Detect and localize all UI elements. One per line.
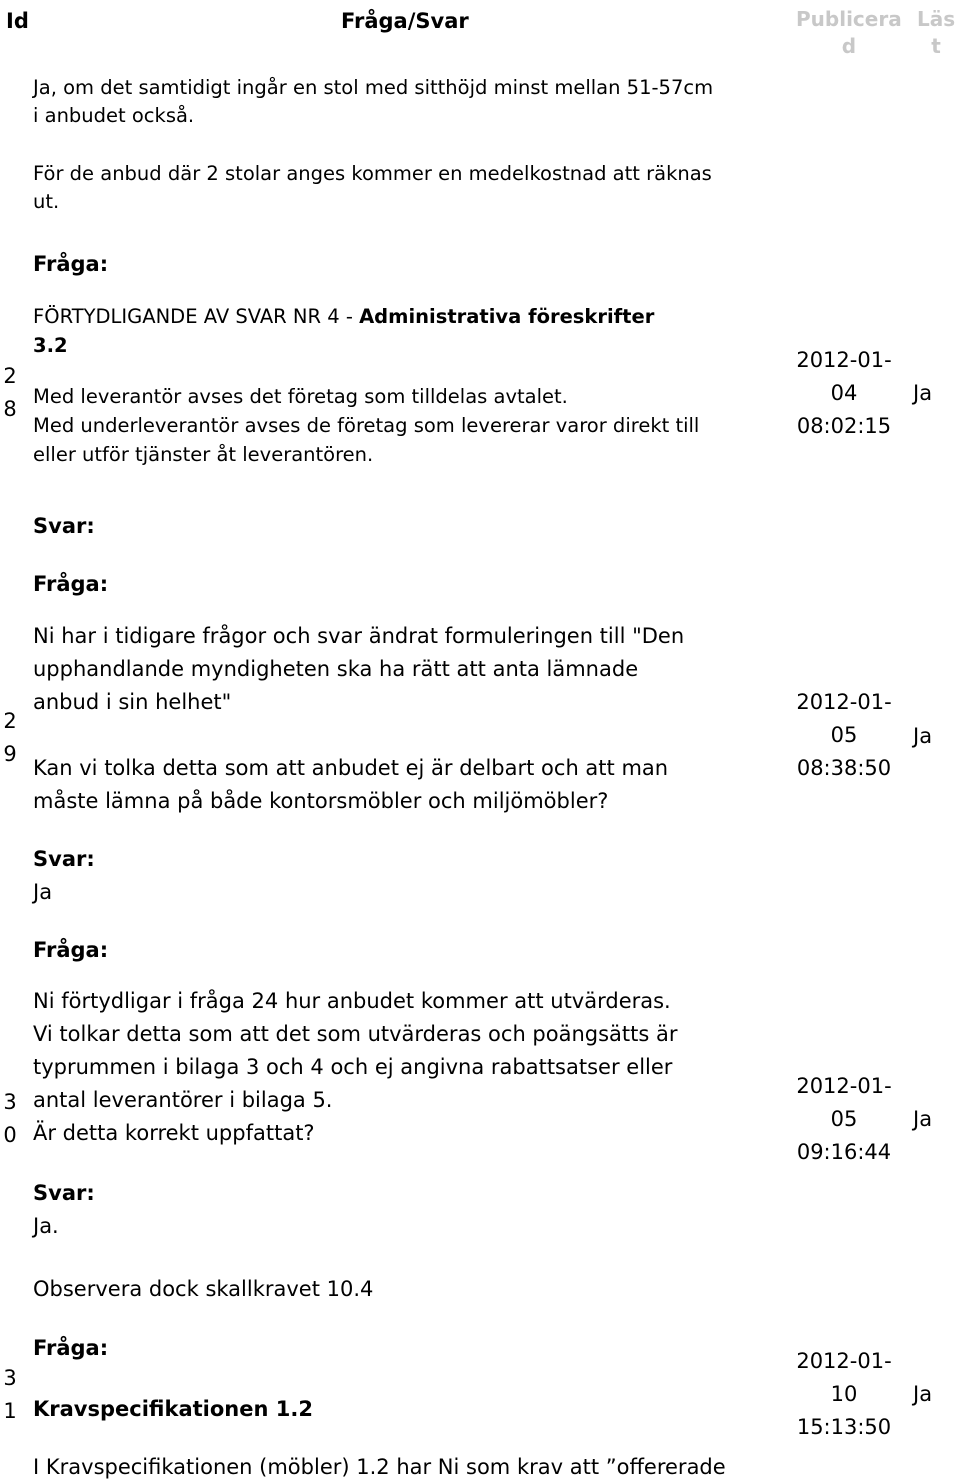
question-label: Fråga: xyxy=(33,572,109,596)
question-label: Fråga: xyxy=(33,252,109,276)
column-header-id: Id xyxy=(6,9,29,33)
row-id-29: 2 9 xyxy=(3,709,17,766)
question-text: I Kravspecifikationen (möbler) 1.2 har Ni som krav att ”offererade xyxy=(33,1455,726,1479)
answer-text: Observera dock skallkravet 10.4 xyxy=(33,1277,374,1301)
answer-block xyxy=(33,1177,768,1306)
question-title: Kravspecifikationen 1.2 xyxy=(33,1397,313,1421)
answer-label: Svar: xyxy=(33,514,95,538)
published-date: 2012-01- 05 09:16:44 xyxy=(796,1074,892,1164)
column-header-published: Publicera d xyxy=(796,7,902,58)
question-label: Fråga: xyxy=(33,1336,109,1360)
published-date: 2012-01- 05 08:38:50 xyxy=(796,690,892,780)
column-header-qa: Fråga/Svar xyxy=(341,9,469,33)
question-text: FÖRTYDLIGANDE AV SVAR NR 4 - Administrativa föreskrifter 3.2 Med leverantör avses det företag som tilldelas avtalet. Med underleverantör avses de företag som levererar varor direkt till eller utför tjänster åt leverantören. xyxy=(33,305,700,466)
published-date: 2012-01- 04 08:02:15 xyxy=(796,348,892,438)
column-header-read: Läs t xyxy=(917,7,956,58)
read-status: Ja xyxy=(913,1382,933,1406)
question-label: Fråga: xyxy=(33,938,109,962)
read-status: Ja xyxy=(913,724,933,748)
previous-answer-fragment: Ja, om det samtidigt ingår en stol med sitthöjd minst mellan 51-57cm i anbudet också. För de anbud där 2 stolar anges kommer en medelkostnad att räknas ut. xyxy=(33,76,714,213)
answer-label: Svar: xyxy=(33,1181,95,1205)
read-status: Ja xyxy=(913,1107,933,1131)
question-text: Ni har i tidigare frågor och svar ändrat formuleringen till "Den upphandlande myndigheten ska ha rätt att anta lämnade anbud i sin helhet" Kan vi tolka detta som att anbudet ej är delbart och att man måste lämna på både kontorsmöbler och miljömöbler? xyxy=(33,624,685,813)
answer-block xyxy=(33,843,768,909)
read-status: Ja xyxy=(913,381,933,405)
answer-text: Ja xyxy=(33,880,53,904)
row-id-31: 3 1 xyxy=(3,1366,17,1423)
row-id-28: 2 8 xyxy=(3,364,17,421)
answer-label: Svar: xyxy=(33,847,95,871)
answer-text: Ja. xyxy=(33,1214,59,1238)
question-text: Ni förtydligar i fråga 24 hur anbudet kommer att utvärderas. Vi tolkar detta som att det som utvärderas och poängsätts är typrummen i bilaga 3 och 4 och ej angivna rabattsatser eller antal leverantörer i bilaga 5. Är detta korrekt uppfattat? xyxy=(33,989,678,1145)
row-id-30: 3 0 xyxy=(3,1090,17,1147)
published-date: 2012-01- 10 15:13:50 xyxy=(796,1349,892,1439)
